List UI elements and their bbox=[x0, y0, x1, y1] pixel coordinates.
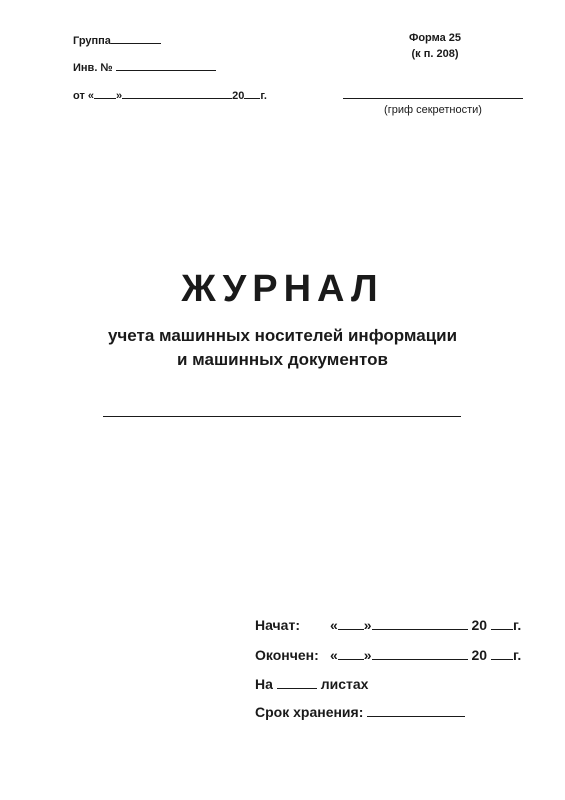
title-underline bbox=[103, 416, 461, 417]
ended-label: Окончен: bbox=[255, 647, 319, 663]
ended-quote-open: « bbox=[330, 647, 338, 663]
ended-year-suffix: г. bbox=[512, 647, 522, 663]
journal-title: ЖУРНАЛ bbox=[181, 268, 384, 310]
started-month-blank bbox=[372, 619, 468, 630]
ended-year-blank bbox=[491, 649, 513, 660]
storage-label: Срок хранения: bbox=[255, 704, 364, 720]
inventory-number-field bbox=[73, 60, 216, 74]
group-field bbox=[73, 33, 161, 47]
started-date-field bbox=[330, 617, 521, 633]
journal-subtitle-line-2: и машинных документов bbox=[177, 350, 388, 369]
secrecy-blank-line bbox=[343, 97, 523, 99]
secrecy-caption: (гриф секретности) bbox=[384, 104, 482, 116]
ended-quote-close: » bbox=[363, 647, 372, 663]
started-year-suffix: г. bbox=[512, 617, 522, 633]
header-date-field bbox=[73, 88, 267, 102]
started-quote-close: » bbox=[363, 617, 372, 633]
sheets-suffix: листах bbox=[320, 676, 369, 692]
sheets-count-field bbox=[255, 676, 368, 692]
started-label: Начат: bbox=[255, 617, 300, 633]
form-reference: (к п. 208) bbox=[411, 48, 459, 60]
storage-period-blank bbox=[367, 706, 465, 717]
ended-month-blank bbox=[372, 649, 468, 660]
ended-year-prefix: 20 bbox=[471, 647, 488, 663]
started-year-blank bbox=[491, 619, 513, 630]
journal-subtitle-line-1: учета машинных носителей информации bbox=[107, 326, 458, 345]
date-suffix: г. bbox=[260, 90, 267, 102]
inventory-number-label: Инв. № bbox=[73, 62, 113, 74]
form-number: Форма 25 bbox=[408, 32, 462, 44]
storage-period-field bbox=[255, 704, 465, 720]
inventory-number-blank bbox=[116, 60, 216, 71]
month-blank bbox=[122, 88, 232, 99]
group-label: Группа bbox=[73, 35, 111, 47]
date-mid: » bbox=[116, 90, 123, 102]
group-blank bbox=[111, 33, 161, 44]
day-blank bbox=[94, 88, 116, 99]
started-year-prefix: 20 bbox=[471, 617, 488, 633]
started-day-blank bbox=[338, 619, 364, 630]
date-prefix: от « bbox=[73, 90, 95, 102]
date-year: 20 bbox=[232, 90, 245, 102]
sheets-prefix: На bbox=[255, 676, 273, 692]
started-quote-open: « bbox=[330, 617, 338, 633]
ended-date-field bbox=[330, 647, 521, 663]
ended-day-blank bbox=[338, 649, 364, 660]
year-blank bbox=[244, 88, 260, 99]
sheets-count-blank bbox=[277, 678, 317, 689]
